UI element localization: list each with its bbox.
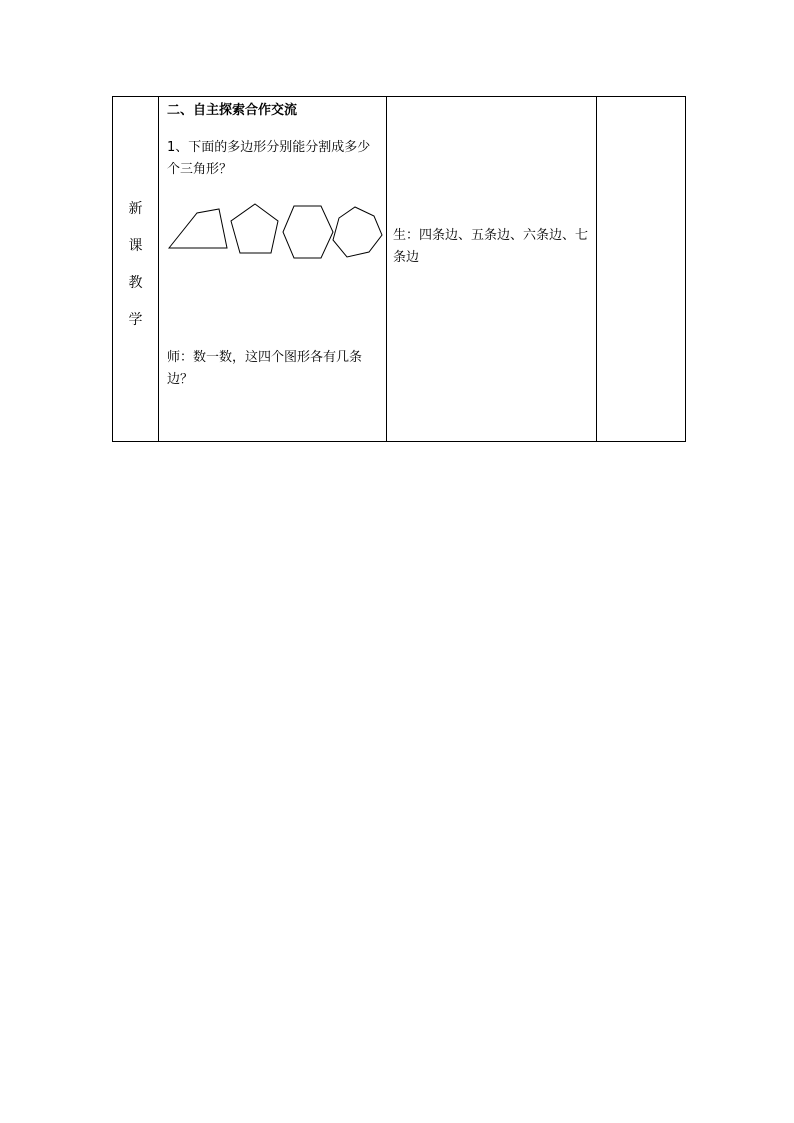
- section-char: 新: [128, 201, 143, 217]
- hexagon-shape: [283, 206, 333, 258]
- section-char: 学: [128, 312, 143, 328]
- table-row: [113, 97, 686, 442]
- section-char: 课: [128, 238, 143, 254]
- content-cell: [159, 97, 387, 442]
- student-answer: 生：四条边、五条边、六条边、七条边: [393, 228, 589, 265]
- question-text: 1、下面的多边形分别能分割成多少个三角形？: [167, 140, 371, 177]
- pentagon-shape: [231, 204, 278, 253]
- quadrilateral-shape: [169, 209, 227, 248]
- section-char: 教: [128, 275, 143, 291]
- heptagon-shape: [333, 207, 382, 257]
- notes-cell: [597, 97, 686, 442]
- polygons-figure: [159, 202, 386, 262]
- section-heading: 二、自主探索合作交流: [167, 103, 298, 118]
- lesson-table: [112, 96, 686, 442]
- section-cell: [113, 97, 159, 442]
- student-cell: [387, 97, 597, 442]
- teacher-prompt: 师：数一数，这四个图形各有几条边？: [167, 350, 363, 387]
